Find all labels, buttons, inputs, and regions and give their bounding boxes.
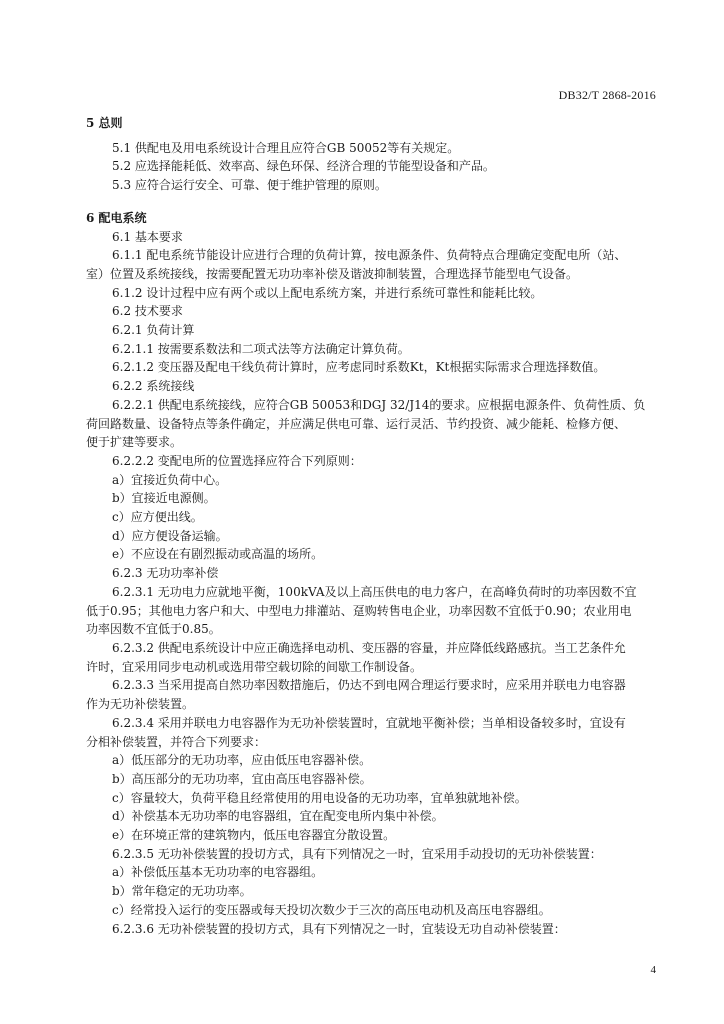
text-line: b）宜接近电源侧。 bbox=[112, 491, 216, 506]
text-line: 6.2.1 负荷计算 bbox=[112, 323, 195, 338]
text-line: 6.1.1 配电系统节能设计应进行合理的负荷计算，按电源条件、负荷特点合理确定变配电所（站、 bbox=[112, 248, 627, 263]
text-line: d）补偿基本无功功率的电容器组，宜在配变电所内集中补偿。 bbox=[112, 809, 444, 824]
text-line: 室）位置及系统接线，按需要配置无功功率补偿及谐波抑制装置，合理选择节能型电气设备。 bbox=[86, 266, 579, 281]
text-line: 分相补偿装置，并符合下列要求： bbox=[86, 734, 267, 749]
text-line: 6.2.1.2 变压器及配电干线负荷计算时，应考虑同时系数Kt，Kt根据实际需求合理选择数值。 bbox=[112, 360, 606, 375]
section-heading: 6.2 技术要求 bbox=[112, 304, 183, 319]
text-line: c）容量较大，负荷平稳且经常使用的用电设备的无功功率，宜单独就地补偿。 bbox=[112, 790, 527, 805]
text-line: 6.2.3.5 无功补偿装置的投切方式，具有下列情况之一时，宜采用手动投切的无功补偿装置： bbox=[112, 846, 602, 861]
text-line: 5.2 应选择能耗低、效率高、绿色环保、经济合理的节能型设备和产品。 bbox=[112, 159, 495, 174]
text-line: 5.3 应符合运行安全、可靠、便于维护管理的原则。 bbox=[112, 178, 387, 193]
text-line: b）常年稳定的无功功率。 bbox=[112, 884, 252, 899]
text-line: a）宜接近负荷中心。 bbox=[112, 472, 228, 487]
text-line: 低于0.95；其他电力客户和大、中型电力排灌站、趸购转售电企业，功率因数不宜低于0.90；农业用电 bbox=[86, 603, 632, 618]
text-line: 荷回路数量、设备特点等条件确定，并应满足供电可靠、运行灵活、节约投资、减少能耗、检修方便、 bbox=[86, 416, 627, 431]
section-heading: 6 配电系统 bbox=[86, 210, 147, 225]
text-line: 便于扩建等要求。 bbox=[86, 435, 183, 450]
section-heading: 6.1 基本要求 bbox=[112, 229, 183, 244]
text-line: c）应方便出线。 bbox=[112, 510, 203, 525]
text-line: 6.2.3 无功功率补偿 bbox=[112, 566, 219, 581]
document-code: DB32/T 2868-2016 bbox=[558, 88, 656, 102]
text-line: d）应方便设备运输。 bbox=[112, 528, 228, 543]
text-line: e）不应设在有剧烈振动或高温的场所。 bbox=[112, 547, 324, 562]
page-number: 4 bbox=[650, 964, 656, 976]
text-line: 功率因数不宜低于0.85。 bbox=[86, 622, 221, 637]
text-line: 6.2.3.3 当采用提高自然功率因数措施后，仍达不到电网合理运行要求时，应采用并联电力电容器 bbox=[112, 678, 626, 693]
text-line: 6.2.2 系统接线 bbox=[112, 379, 195, 394]
text-line: b）高压部分的无功功率，宜由高压电容器补偿。 bbox=[112, 771, 372, 786]
text-line: 作为无功补偿装置。 bbox=[86, 697, 195, 712]
text-line: 6.1.2 设计过程中应有两个或以上配电系统方案，并进行系统可靠性和能耗比较。 bbox=[112, 285, 543, 300]
text-line: 6.2.1.1 按需要系数法和二项式法等方法确定计算负荷。 bbox=[112, 341, 410, 356]
text-line: 5.1 供配电及用电系统设计合理且应符合GB 50052等有关规定。 bbox=[112, 140, 460, 155]
text-line: a）低压部分的无功功率，应由低压电容器补偿。 bbox=[112, 753, 372, 768]
text-line: 6.2.3.6 无功补偿装置的投切方式，具有下列情况之一时，宜装设无功自动补偿装置： bbox=[112, 921, 566, 936]
text-line: 许时，宜采用同步电动机或选用带空载切除的间歇工作制设备。 bbox=[86, 659, 423, 674]
text-line: 6.2.3.1 无功电力应就地平衡，100kVA及以上高压供电的电力客户，在高峰负荷时的功率因数不宜 bbox=[112, 584, 637, 599]
text-line: c）经常投入运行的变压器或每天投切次数少于三次的高压电动机及高压电容器组。 bbox=[112, 902, 551, 917]
text-line: 6.2.2.1 供配电系统接线，应符合GB 50053和DGJ 32/J14的要求。应根据电源条件、负荷性质、负 bbox=[112, 397, 646, 412]
document-body bbox=[86, 114, 658, 938]
text-line: 6.2.2.2 变配电所的位置选择应符合下列原则： bbox=[112, 453, 362, 468]
section-heading: 5 总则 bbox=[86, 116, 123, 130]
text-line: 6.2.3.4 采用并联电力电容器作为无功补偿装置时，宜就地平衡补偿；当单相设备较多时，宜设有 bbox=[112, 715, 626, 730]
text-line: e）在环境正常的建筑物内，低压电容器宜分散设置。 bbox=[112, 828, 396, 843]
text-line: 6.2.3.2 供配电系统设计中应正确选择电动机、变压器的容量，并应降低线路感抗。当工艺条件允 bbox=[112, 640, 626, 655]
text-line: a）补偿低压基本无功功率的电容器组。 bbox=[112, 865, 324, 880]
